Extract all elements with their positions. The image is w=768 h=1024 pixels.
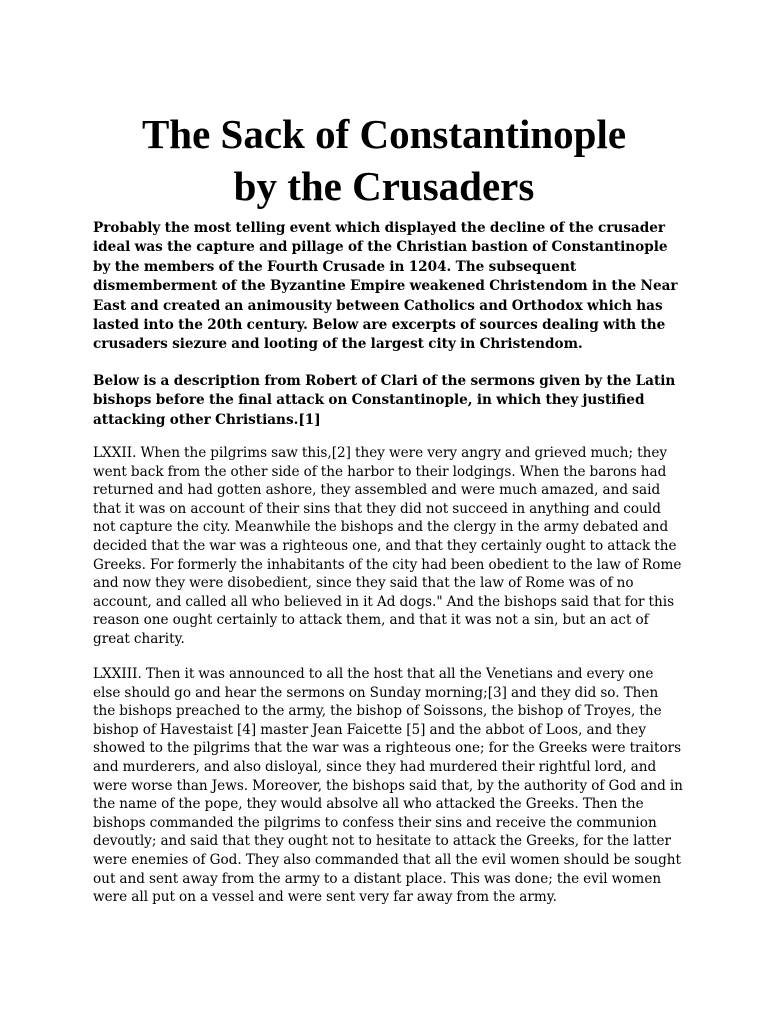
- title-line-2: by the Crusaders: [233, 163, 535, 209]
- source-lead-paragraph: Below is a description from Robert of Clari of the sermons given by the Latin bishops before the final attack on Constantinople, in which they justified attacking other Christians.[1]: [93, 373, 676, 428]
- page-title: [60, 108, 708, 212]
- intro-paragraph: Probably the most telling event which displayed the decline of the crusader ideal was the capture and pillage of the Christian bastion of Constantinople by the members of the Fourth Crusade in 1204. The subsequent dismemberment of the Byzantine Empire weakened Christendom in the Near East and created an animousity between Catholics and Orthodox which has lasted into the 20th century. Below are excerpts of sources dealing with the crusaders siezure and looting of the largest city in Christendom.: [93, 220, 678, 353]
- excerpt-paragraph-lxxiii: LXXIII. Then it was announced to all the host that all the Venetians and every one else should go and hear the sermons on Sunday morning;[3] and they did so. Then the bishops preached to the army, the bishop of Soissons, the bishop of Troyes, the bishop of Havestaist [4] master Jean Faicette [5] and the abbot of Loos, and they showed to the pilgrims that the war was a righteous one; for the Greeks were traitors and murderers, and also disloyal, since they had murdered their rightful lord, and were worse than Jews. Moreover, the bishops said that, by the authority of God and in the name of the pope, they would absolve all who attacked the Greeks. Then the bishops commanded the pilgrims to confess their sins and receive the communion devoutly; and said that they ought not to hesitate to attack the Greeks, for the latter were enemies of God. They also commanded that all the evil women should be sought out and sent away from the army to a distant place. This was done; the evil women were all put on a vessel and were sent very far away from the army.: [93, 666, 683, 906]
- excerpt-paragraph-lxxii: LXXII. When the pilgrims saw this,[2] they were very angry and grieved much; they went back from the other side of the harbor to their lodgings. When the barons had returned and had gotten ashore, they assembled and were much amazed, and said that it was on account of their sins that they did not succeed in anything and could not capture the city. Meanwhile the bishops and the clergy in the army debated and decided that the war was a righteous one, and that they certainly ought to attack the Greeks. For formerly the inhabitants of the city had been obedient to the law of Rome and now they were disobedient, since they said that the law of Rome was of no account, and called all who believed in it Ad dogs." And the bishops said that for this reason one ought certainly to attack them, and that it was not a sin, but an act of great charity.: [93, 445, 682, 647]
- title-line-1: The Sack of Constantinople: [141, 111, 627, 157]
